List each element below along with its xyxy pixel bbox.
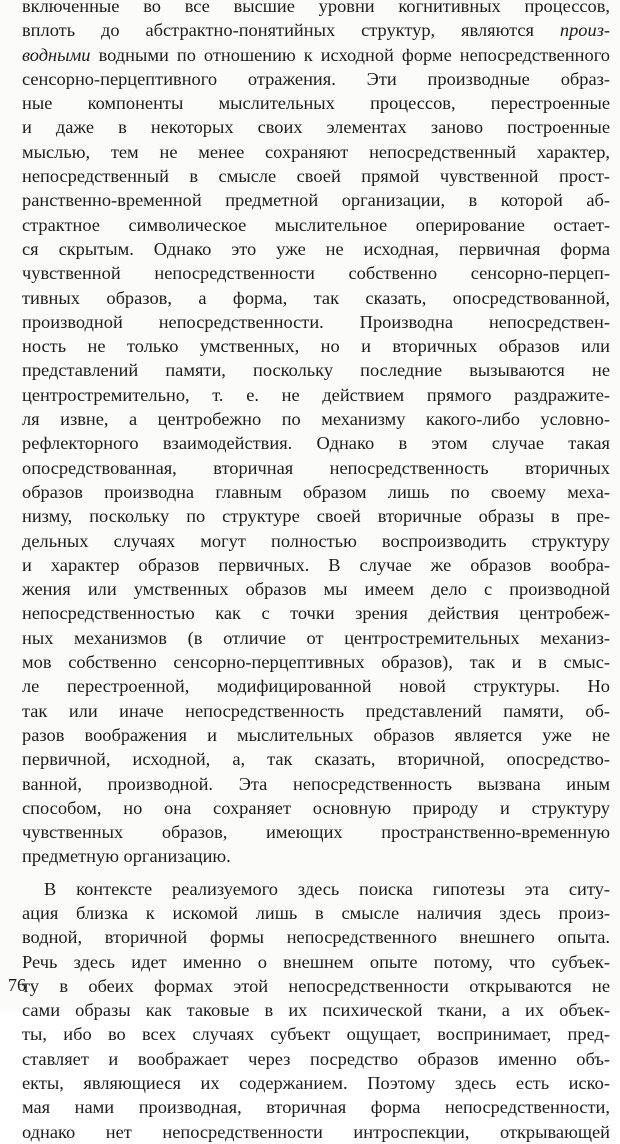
paragraph-gap (22, 869, 610, 877)
text-line: рефлекторного взаимодействия. Однако в этом случае такая (22, 433, 610, 454)
text-line: первичной, исходной, а, так сказать, вторичной, опосредство- (22, 749, 610, 770)
text-line: предметную организацию. (22, 846, 231, 867)
text-line: ные компоненты мыслительных процессов, перестроенные (22, 93, 610, 114)
text-line: образов производна главным образом лишь по своему меха- (22, 481, 610, 502)
text-line: центростремительно, т. е. не действием прямого раздражите- (22, 384, 610, 405)
text-line: включенные во все высшие уровни когнитивных процессов, (22, 0, 610, 16)
page-number: 76 (8, 975, 26, 995)
text-line: непосредственный в смысле своей прямой чувственной прост- (22, 166, 610, 187)
text-line: ность не только умственных, но и вторичных образов или (22, 336, 610, 357)
text-line: жения или умственных образов мы имеем дело с производной (22, 579, 610, 600)
text-line: разов воображения и мыслительных образов является уже не (22, 724, 610, 745)
text-line: ля извне, а центробежно по механизму какого-либо условно- (22, 409, 610, 430)
text-line: сенсорно-перцептивного отражения. Эти производные образ- (22, 68, 610, 89)
text-line: ранственно-временной предметной организации, в которой аб- (22, 190, 610, 211)
text-column (22, 0, 610, 1144)
text-line: ся скрытым. Однако это уже не исходная, первичная форма (22, 238, 610, 259)
text-line: ация близка к искомой лишь в смысле наличия здесь произ- (22, 902, 610, 923)
text-line: непосредственностью как с точки зрения действия центробеж- (22, 603, 610, 624)
text-line: низму, поскольку по структуре своей вторичные образы в пре- (22, 506, 610, 527)
text-line: ту в обеих формах этой непосредственности открываются не (22, 975, 610, 996)
text-line: ле перестроенной, модифицированной новой структуры. Но (22, 676, 610, 697)
text-line: екты, являющиеся их содержанием. Поэтому здесь есть иско- (22, 1073, 610, 1094)
text-line: производной непосредственности. Производна непосредствен- (22, 311, 610, 332)
text-fragment: водными по отношению к исходной форме непосредственного (98, 44, 610, 65)
text-line: дельных случаях могут полностью воспроизводить структуру (22, 530, 610, 551)
paragraph-2 (22, 877, 610, 1144)
text-line: однако нет непосредственности интроспекции, открывающей (22, 1121, 610, 1142)
italic-term: произ- (559, 20, 610, 41)
text-line: мов собственно сенсорно-перцептивных образов), так и в смыс- (22, 652, 610, 673)
text-line: так или иначе непосредственность представлений памяти, об- (22, 700, 610, 721)
text-line: сами образы как таковые в их психической ткани, а их объек- (22, 1000, 610, 1021)
text-line: ванной, производной. Эта непосредственность вызвана иным (22, 773, 610, 794)
text-line (22, 18, 610, 42)
text-line: и даже в некоторых своих элементах заново построенные (22, 117, 610, 138)
text-line: представлений памяти, поскольку последние вызываются не (22, 360, 610, 381)
text-line: чувственных образов, имеющих пространственно-временную (22, 822, 610, 843)
text-line: мыслью, тем не менее сохраняют непосредственный характер, (22, 141, 610, 162)
text-line (22, 43, 610, 67)
text-line: и характер образов первичных. В случае же образов вообра- (22, 554, 610, 575)
text-fragment: вплоть до абстрактно-понятийных структур, являются (22, 20, 560, 41)
text-line: водной, вторичной формы непосредственного внешнего опыта. (22, 927, 610, 948)
text-line: страктное символическое мыслительное оперирование остает- (22, 214, 610, 235)
text-line: ты, ибо во всех случаях субъект ощущает, воспринимает, пред- (22, 1024, 610, 1045)
italic-term: водными (22, 44, 91, 65)
text-line: ставляет и воображает через посредство образов именно объ- (22, 1048, 610, 1069)
text-line: способом, но она сохраняет основную природу и структуру (22, 797, 610, 818)
text-line: В контексте реализуемого здесь поиска гипотезы эта ситу- (44, 878, 610, 899)
text-line: чувственной непосредственности собственно сенсорно-перцеп- (22, 263, 610, 284)
text-line: опосредствованная, вторичная непосредственность вторичных (22, 457, 610, 478)
text-line: тивных образов, а форма, так сказать, опосредствованной, (22, 287, 610, 308)
text-line: мая нами производная, вторичная форма непосредственности, (22, 1097, 610, 1118)
paragraph-1 (22, 0, 610, 869)
text-line: Речь здесь идет именно о внешнем опыте потому, что субъек- (22, 951, 610, 972)
text-line: ных механизмов (в отличие от центростремительных механиз- (22, 627, 610, 648)
